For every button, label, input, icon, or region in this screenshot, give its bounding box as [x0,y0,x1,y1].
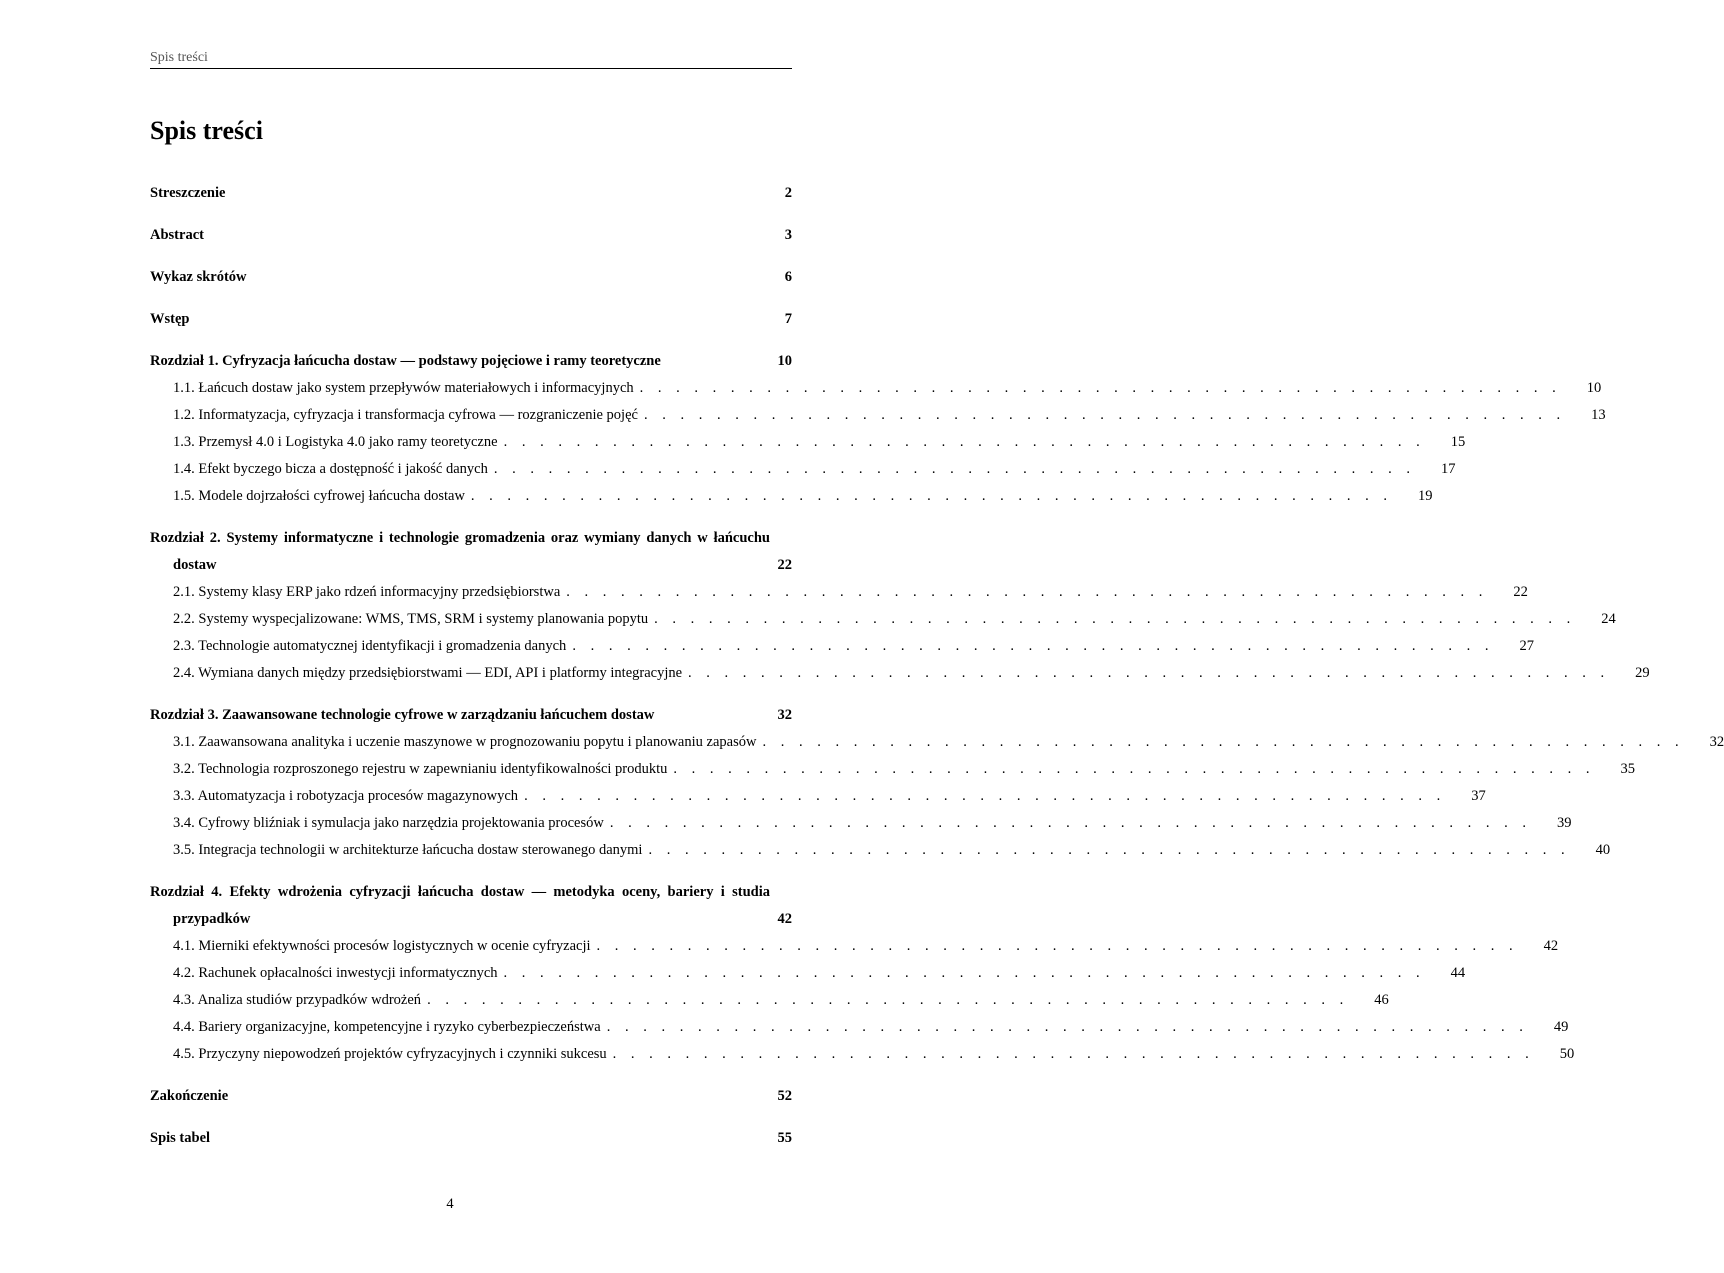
toc-front-entry[interactable] [150,306,792,333]
toc-entry-page: 7 [784,311,792,327]
toc-section-entry[interactable] [150,810,1572,837]
toc-section-entry[interactable] [150,960,1466,987]
page-number: 4 [446,1196,454,1212]
dot-leader: . . . . . . . . . . . . . . . . . . . . . . . . . . . . . . . . . . . . . . . . . . . . . . . . . . . [470,488,1393,504]
dot-leader: . . . . . . . . . . . . . . . . . . . . . . . . . . . . . . . . . . . . . . . . . . . . . . . . . . . [503,965,1426,981]
toc-entry-page: 3 [784,227,792,243]
toc-section-page: 37 [1471,788,1486,804]
dot-leader: . . . . . . . . . . . . . . . . . . . . . . . . . . . . . . . . . . . . . . . . . . . . . . . . . . . [606,1019,1529,1035]
toc-section-title: 4.2. Rachunek opłacalności inwestycji informatycznych [173,965,498,981]
toc-entry-title: Wykaz skrótów [150,269,247,285]
toc-section-title: 4.4. Bariery organizacyjne, kompetencyjne i ryzyko cyberbezpieczeństwa [173,1019,601,1035]
toc-entry-page: 55 [777,1130,792,1146]
dot-leader: . . . . . . . . . . . . . . . . . . . . . . . . . . . . . . . . . . . . . . . . . . . . . . . . . . . [609,815,1532,831]
toc-section-title: 3.4. Cyfrowy bliźniak i symulacja jako narzędzia projektowania procesów [173,815,604,831]
toc-section-entry[interactable] [150,729,1724,756]
table-of-contents [150,180,1724,1152]
dot-leader: . . . . . . . . . . . . . . . . . . . . . . . . . . . . . . . . . . . . . . . . . . . . . . . . . . . [654,611,1576,627]
toc-entry-title: Rozdział 3. Zaawansowane technologie cyfrowe w zarządzaniu łańcuchem dostaw [150,707,655,723]
toc-chapter-entry[interactable] [150,702,792,729]
toc-front-entry[interactable] [150,180,792,207]
toc-section-page: 19 [1418,488,1433,504]
dot-leader: . . . . . . . . . . . . . . . . . . . . . . . . . . . . . . . . . . . . . . . . . . . . . . . . . . . [643,407,1566,423]
toc-section-title: 2.4. Wymiana danych między przedsiębiorstwami — EDI, API i platformy integracyjne [173,665,683,681]
dot-leader: . . . . . . . . . . . . . . . . . . . . . . . . . . . . . . . . . . . . . . . . . . . . . . . . . . . [503,434,1426,450]
toc-section-title: 4.1. Mierniki efektywności procesów logistycznych w ocenie cyfryzacji [173,938,591,954]
toc-section-page: 46 [1374,992,1389,1008]
toc-section-entry[interactable] [150,402,1606,429]
toc-section-entry[interactable] [150,1041,1575,1068]
toc-section-title: 1.3. Przemysł 4.0 i Logistyka 4.0 jako ramy teoretyczne [173,434,498,450]
toc-section-entry[interactable] [150,987,1389,1014]
dot-leader: . . . . . . . . . . . . . . . . . . . . . . . . . . . . . . . . . . . . . . . . . . . . . . . . . . . [524,788,1446,804]
toc-section-entry[interactable] [150,837,1611,864]
toc-section-page: 17 [1440,461,1456,477]
toc-section-page: 10 [1586,380,1602,396]
dot-leader: . . . . . . . . . . . . . . . . . . . . . . . . . . . . . . . . . . . . . . . . . . . . . . . . . . . [566,584,1488,600]
toc-back-entry[interactable] [150,1125,792,1152]
toc-section-title: 2.2. Systemy wyspecjalizowane: WMS, TMS, SRM i systemy planowania popytu [173,611,649,627]
toc-section-title: 1.2. Informatyzacja, cyfryzacja i transformacja cyfrowa — rozgraniczenie pojęć [173,407,638,423]
toc-section-title: 4.3. Analiza studiów przypadków wdrożeń [173,992,422,1008]
toc-entry-title: Spis tabel [150,1130,211,1146]
toc-section-entry[interactable] [150,429,1466,456]
toc-entry-page: 52 [777,1088,792,1104]
toc-section-title: 1.5. Modele dojrzałości cyfrowej łańcucha dostaw [173,488,465,504]
toc-section-page: 44 [1450,965,1466,981]
toc-section-page: 32 [1709,734,1724,750]
toc-section-page: 24 [1601,611,1616,627]
toc-chapter-title: Rozdział 2. Systemy informatyczne i technologie gromadzenia oraz wymiany danych w łańcuchu [150,530,770,546]
toc-section-page: 49 [1553,1019,1569,1035]
toc-section-page: 50 [1559,1046,1575,1062]
toc-section-page: 22 [1513,584,1528,600]
toc-chapter-entry[interactable] [150,879,792,906]
toc-section-entry[interactable] [150,783,1486,810]
running-header: Spis treści [150,50,792,69]
toc-section-entry[interactable] [150,456,1456,483]
toc-section-page: 15 [1450,434,1466,450]
toc-entry-title: Streszczenie [150,185,226,201]
toc-chapter-entry[interactable] [150,348,792,375]
dot-leader: . . . . . . . . . . . . . . . . . . . . . . . . . . . . . . . . . . . . . . . . . . . . . . . . . . . [572,638,1494,654]
toc-section-entry[interactable] [150,660,1650,687]
toc-entry-page: 32 [777,707,792,723]
toc-section-title: 1.4. Efekt byczego bicza a dostępność i jakość danych [173,461,488,477]
toc-section-title: 4.5. Przyczyny niepowodzeń projektów cyfryzacyjnych i czynniki sukcesu [173,1046,607,1062]
toc-section-title: 3.5. Integracja technologii w architekturze łańcucha dostaw sterowanego danymi [173,842,643,858]
toc-entry-title: Abstract [150,227,204,243]
dot-leader: . . . . . . . . . . . . . . . . . . . . . . . . . . . . . . . . . . . . . . . . . . . . . . . . . . . [639,380,1562,396]
toc-section-page: 13 [1591,407,1606,423]
toc-entry-page: 10 [777,353,792,369]
toc-chapter-page: 22 [777,557,792,573]
toc-section-page: 35 [1620,761,1636,777]
toc-section-entry[interactable] [150,633,1534,660]
dot-leader: . . . . . . . . . . . . . . . . . . . . . . . . . . . . . . . . . . . . . . . . . . . . . . . . . . . [596,938,1519,954]
toc-section-entry[interactable] [150,1014,1569,1041]
toc-section-entry[interactable] [150,579,1528,606]
toc-chapter-title-continued: dostaw [173,557,217,573]
page-title: Spis treści [150,116,263,145]
dot-leader: . . . . . . . . . . . . . . . . . . . . . . . . . . . . . . . . . . . . . . . . . . . . . . . . . . . [762,734,1685,750]
toc-back-entry[interactable] [150,1083,792,1110]
toc-chapter-entry-continued[interactable] [150,906,792,933]
toc-section-page: 40 [1595,842,1611,858]
toc-section-page: 42 [1543,938,1559,954]
dot-leader: . . . . . . . . . . . . . . . . . . . . . . . . . . . . . . . . . . . . . . . . . . . . . . . . . . . [493,461,1416,477]
toc-entry-page: 2 [784,185,792,201]
toc-section-title: 3.2. Technologia rozproszonego rejestru w zapewnianiu identyfikowalności produktu [173,761,668,777]
toc-section-entry[interactable] [150,756,1636,783]
toc-section-page: 29 [1635,665,1650,681]
dot-leader: . . . . . . . . . . . . . . . . . . . . . . . . . . . . . . . . . . . . . . . . . . . . . . . . . . . [648,842,1571,858]
toc-chapter-entry[interactable] [150,525,792,552]
toc-entry-title: Zakończenie [150,1088,229,1104]
toc-chapter-page: 42 [777,911,792,927]
toc-entry-page: 6 [784,269,792,285]
toc-section-entry[interactable] [150,375,1602,402]
toc-chapter-entry-continued[interactable] [150,552,792,579]
toc-section-title: 3.1. Zaawansowana analityka i uczenie maszynowe w prognozowaniu popytu i planowaniu zapasów [173,734,757,750]
toc-section-title: 1.1. Łańcuch dostaw jako system przepływów materiałowych i informacyjnych [173,380,634,396]
toc-front-entry[interactable] [150,264,792,291]
toc-section-title: 3.3. Automatyzacja i robotyzacja procesów magazynowych [173,788,519,804]
toc-section-page: 39 [1556,815,1572,831]
toc-chapter-title: Rozdział 4. Efekty wdrożenia cyfryzacji łańcucha dostaw — metodyka oceny, bariery i studia [150,884,770,900]
toc-entry-title: Rozdział 1. Cyfryzacja łańcucha dostaw — podstawy pojęciowe i ramy teoretyczne [150,353,661,369]
dot-leader: . . . . . . . . . . . . . . . . . . . . . . . . . . . . . . . . . . . . . . . . . . . . . . . . . . . [673,761,1596,777]
toc-section-title: 2.3. Technologie automatycznej identyfikacji i gromadzenia danych [173,638,567,654]
dot-leader: . . . . . . . . . . . . . . . . . . . . . . . . . . . . . . . . . . . . . . . . . . . . . . . . . . . [427,992,1349,1008]
toc-section-page: 27 [1519,638,1534,654]
toc-section-entry[interactable] [150,933,1559,960]
toc-front-entry[interactable] [150,222,792,249]
toc-chapter-title-continued: przypadków [173,911,251,927]
toc-section-entry[interactable] [150,483,1433,510]
toc-entry-title: Wstęp [150,311,190,327]
dot-leader: . . . . . . . . . . . . . . . . . . . . . . . . . . . . . . . . . . . . . . . . . . . . . . . . . . . [612,1046,1535,1062]
dot-leader: . . . . . . . . . . . . . . . . . . . . . . . . . . . . . . . . . . . . . . . . . . . . . . . . . . . [688,665,1610,681]
toc-section-title: 2.1. Systemy klasy ERP jako rdzeń informacyjny przedsiębiorstwa [173,584,561,600]
toc-section-entry[interactable] [150,606,1616,633]
